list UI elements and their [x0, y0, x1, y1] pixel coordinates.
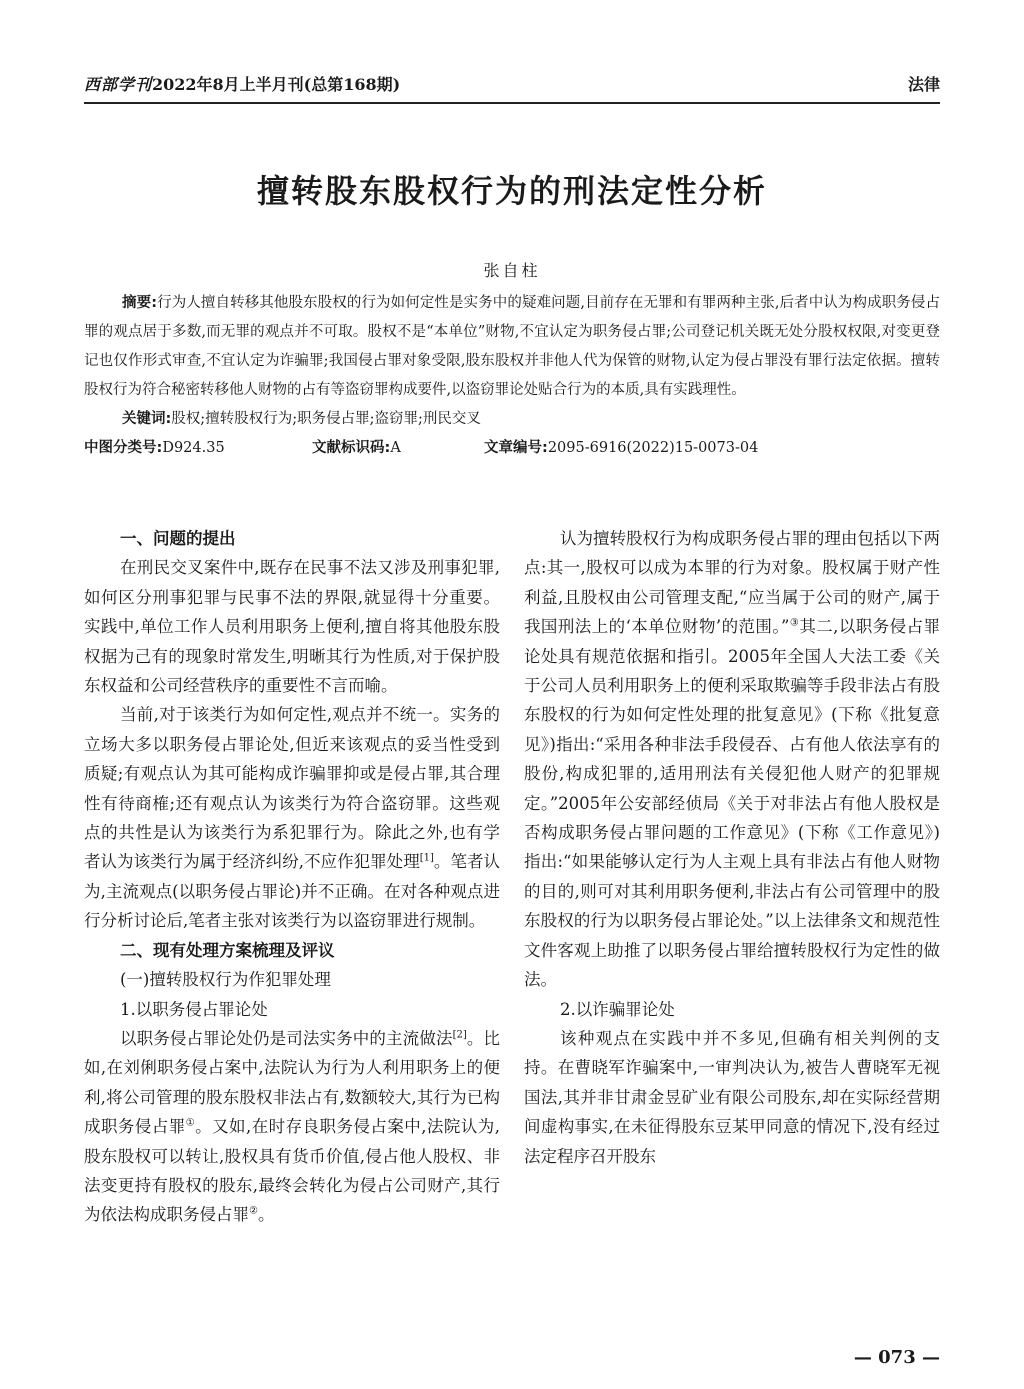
section-heading-1: 一、问题的提出 — [120, 529, 236, 548]
article-no-label: 文章编号: — [484, 440, 548, 456]
body-paragraph — [84, 1024, 500, 1230]
paragraph-text: 当前,对于该类行为如何定性,观点并不统一。实务的立场大多以职务侵占罪论处,但近来该观点的妥当性受到质疑;有观点认为其可能构成诈骗罪抑或是侵占罪,其合理性有待商榷;还有观点认为该类行为符合盗窃罪。这些观点的共性是认为该类行为系犯罪行为。除此之外,也有学者认为该类行为属于经济纠纷,不应作犯罪处理 — [84, 705, 500, 872]
citation-ref: [1] — [419, 852, 434, 864]
body-paragraph: 该种观点在实践中并不多见,但确有相关判例的支持。在曹晓军诈骗案中,一审判决认为,被告人曹晓军无视国法,其并非甘肃金昱矿业有限公司股东,却在实际经营期间虚构事实,在未征得股东豆某甲同意的情况下,没有经过法定程序召开股东 — [524, 1028, 940, 1166]
paragraph-text: 。又如,在时存良职务侵占案中,法院认为,股东股权可以转让,股权具有货币价值,侵占他人股权、非法变更持有股权的股东,最终会转化为侵占公司财产,其行为依法构成职务侵占罪 — [84, 1117, 500, 1225]
journal-logo: 西部学刊 — [84, 75, 153, 94]
issue-info: 2022年8月上半月刊(总第168期) — [152, 75, 401, 94]
subsubsection-heading: 1.以职务侵占罪论处 — [120, 999, 268, 1019]
clc-value: D924.35 — [162, 440, 225, 456]
article-no-value: 2095-6916(2022)15-0073-04 — [547, 440, 759, 456]
doc-code-value: A — [390, 440, 401, 456]
header-divider — [84, 102, 940, 104]
keywords-text: 股权;擅转股权行为;职务侵占罪;盗窃罪;刑民交叉 — [171, 411, 481, 427]
body-paragraph: 在刑民交叉案件中,既存在民事不法又涉及刑事犯罪,如何区分刑事犯罪与民事不法的界限,就显得十分重要。实践中,单位工作人员利用职务上便利,擅自将其他股东股权据为己有的现象时常发生,明晰其行为性质,对于保护股东权益和公司经营秩序的重要性不言而喻。 — [84, 558, 500, 696]
article-no-item — [484, 434, 758, 463]
paragraph-text: 以职务侵占罪论处仍是司法实务中的主流做法 — [120, 1028, 453, 1048]
classification-line — [84, 434, 940, 463]
abstract-block — [84, 289, 940, 463]
running-header — [84, 72, 940, 98]
paragraph-text: 。 — [257, 1205, 275, 1225]
doc-code-label: 文献标识码: — [312, 440, 391, 456]
abstract-label: 摘要: — [122, 295, 157, 311]
body-column-left — [84, 524, 500, 1230]
keywords-line — [84, 405, 940, 434]
paragraph-text: 。笔者认为,主流观点(以职务侵占罪论)并不正确。在对各种观点进行分析讨论后,笔者主张对该类行为以盗窃罪进行规制。 — [84, 852, 500, 931]
paragraph-text: 。比如,在刘俐职务侵占案中,法院认为行为人利用职务上的便利,将公司管理的股东股权非法占有,数额较大,其行为已构成职务侵占罪 — [84, 1028, 501, 1137]
body-paragraph — [84, 700, 500, 935]
doc-code-item — [312, 434, 484, 463]
page-number: — 073 — — [853, 1347, 940, 1368]
clc-label: 中图分类号: — [84, 440, 163, 456]
paragraph-text: 认为擅转股权行为构成职务侵占罪的理由包括以下两点:其一,股权可以成为本罪的行为对象。股权属于财产性利益,且股权由公司管理支配,“应当属于公司的财产,属于我国刑法上的‘本单位财物’的范围。” — [524, 529, 940, 637]
paragraph-text: 其二,以职务侵占罪论处具有规范依据和指引。2005年全国人大法工委《关于公司人员利用职务上的便利采取欺骗等手段非法占有股东股权的行为如何定性处理的批复意见》(下称《批复意见》)指出:“采用各种非法手段侵吞、占有他人依法享有的股份,构成犯罪的,适用刑法有关侵犯他人财产的犯罪规定。”2005年公安部经侦局《关于对非法占有他人股权是否构成职务侵占罪问题的工作意见》(下称《工作意见》)指出:“如果能够认定行为人主观上具有非法占有他人财物的目的,则可对其利用职务便利,非法占有公司管理中的股东股权的行为以职务侵占罪论处。”以上法律条文和规范性文件客观上助推了以职务侵占罪给擅转股权行为定性的做法。 — [524, 617, 940, 990]
keywords-label: 关键词: — [122, 411, 172, 427]
body-column-right — [524, 524, 940, 1171]
section-heading-2: 二、现有处理方案梳理及评议 — [120, 940, 335, 960]
footnote-marker: ② — [249, 1205, 258, 1217]
footnote-marker: ① — [185, 1117, 196, 1129]
author-name: 张自柱 — [483, 261, 541, 280]
section-label: 法律 — [907, 75, 940, 94]
footnote-marker: ③ — [789, 617, 800, 629]
journal-masthead — [84, 72, 400, 95]
subsubsection-heading: 2.以诈骗罪论处 — [560, 999, 675, 1019]
subsection-heading: (一)擅转股权行为作犯罪处理 — [120, 970, 331, 990]
article-title: 擅转股东股权行为的刑法定性分析 — [256, 172, 767, 210]
abstract-paragraph — [84, 289, 940, 405]
body-paragraph — [524, 524, 940, 995]
clc-item — [84, 434, 312, 463]
abstract-text: 行为人擅自转移其他股东股权的行为如何定性是实务中的疑难问题,目前存在无罪和有罪两种主张,后者中认为构成职务侵占罪的观点居于多数,而无罪的观点并不可取。股权不是“本单位”财物,不宜认定为职务侵占罪;公司登记机关既无处分股权权限,对变更登记也仅作形式审查,不宜认定为诈骗罪;我国侵占罪对象受限,股东股权并非他人代为保管的财物,认定为侵占罪没有罪行法定依据。擅转股权行为符合秘密转移他人财物的占有等盗窃罪构成要件,以盗窃罪论处贴合行为的本质,具有实践理性。 — [84, 295, 940, 398]
citation-ref: [2] — [452, 1029, 467, 1041]
